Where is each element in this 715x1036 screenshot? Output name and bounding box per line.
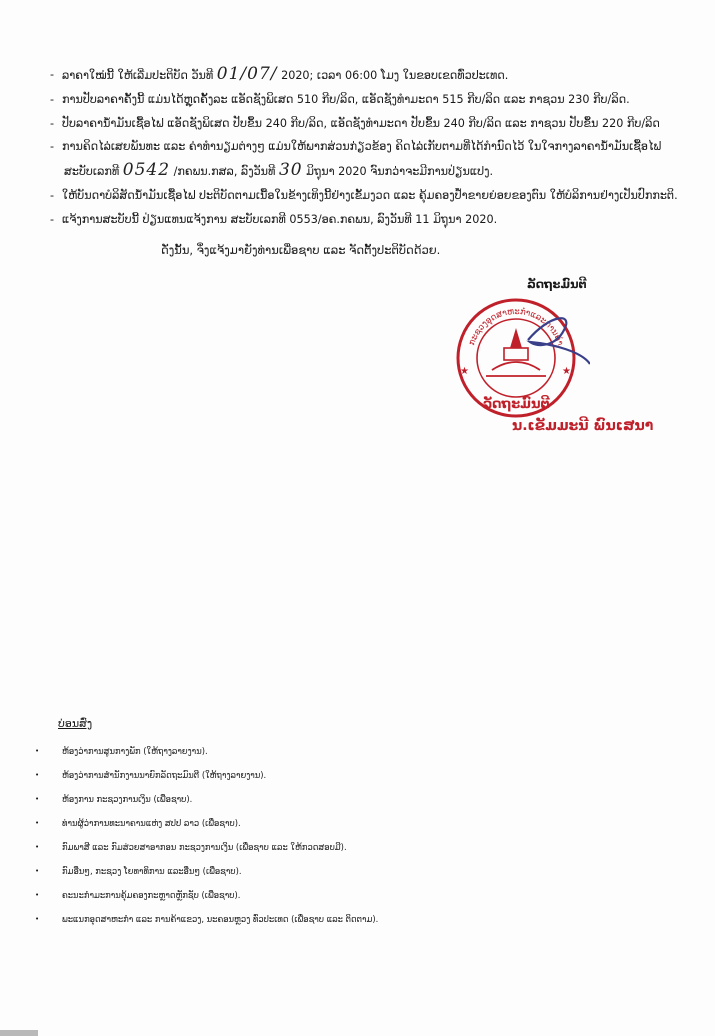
distribution-item: • ກົມພາສີ ແລະ ກົມສ່ວຍສາອາກອນ ກະຊວງການເງິນ (ເພື່ອຊາບ ແລະ ໃຫ້ກວດສອບມີ). — [35, 835, 378, 859]
bullet-price-decrease — [50, 88, 700, 112]
bullet-text: /ກຄພນ.ກສລ, ລົງວັນທີ — [173, 165, 276, 179]
official-seal — [442, 290, 590, 420]
closing-line: ດັ່ງນັ້ນ, ຈຶ່ງແຈ້ງມາຍັງທ່ານເພື່ອຊາບ ແລະ ຈັດຕັ້ງປະຕິບັດດ້ວຍ. — [161, 243, 441, 257]
signatory-title: ລັດຖະມົນຕີ — [527, 277, 587, 291]
handwritten-date: 01/07/ — [216, 64, 278, 84]
bullet-text: ການປັບລາຄາຄັ້ງນີ້ ແມ່ນໄດ້ຫຼຸດຄັ້ງລະ ແອັດຊັງພິເສດ 510 ກີບ/ລິດ, ແອັດຊັງທຳມະດາ 515 ກີບ/ລິດ ແລະ ກາຊວນ 230 ກີບ/ລິດ. — [62, 92, 630, 106]
seal-star-right: ★ — [562, 366, 571, 377]
distribution-item: • ພະແນກອຸດສາຫະກຳ ແລະ ການຄ້າແຂວງ, ນະຄອນຫຼວງ ທົ່ວປະເທດ (ເພື່ອຊາບ ແລະ ຕິດຕາມ). — [35, 907, 378, 931]
bullet-price-increase — [50, 112, 700, 136]
distribution-item: • ຫ້ອງວ່າການສູນກາງພັກ (ໃຫ້ຖາງລາຍງານ). — [35, 739, 378, 763]
bullet-text: 2020; ເວລາ 06:00 ໂມງ ໃນຂອບເຂດທົ່ວປະເທດ. — [281, 69, 509, 82]
bullet-text: ລາຄາໃໝ່ນີ້ ໃຫ້ເລີ່ມປະຕິບັດ ວັນທີ — [62, 69, 214, 82]
seal-star-left: ★ — [460, 366, 469, 377]
bullet-text: ໃຫ້ບັນດາບໍລິສັດນ້ຳມັນເຊື້ອໄຟ ປະຕິບັດຕາມເນື້ອໃນຂ້າງເທິງນີ້ຢ່າງເຂັ້ມງວດ ແລະ ຄຸ້ມຄອງປ້ຳຂາຍຍ່ອຍຂອງຕົນ ໃຫ້ບໍລິການຢ່າງເປັນປົກກະຕິ. — [62, 188, 678, 202]
scan-edge-artifact — [0, 1030, 38, 1036]
distribution-item: • ຫ້ອງການ ກະຊວງການເງິນ (ເພື່ອຊາບ). — [35, 787, 378, 811]
distribution-item: • ທ່ານຜູ້ວ່າການທະນາຄານແຫ່ງ ສປປ ລາວ (ເພື່ອຊາບ). — [35, 811, 378, 835]
distribution-item: • ຫ້ອງວ່າການສຳນັກງານນາຍົກລັດຖະມົນຕີ (ໃຫ້ຖາງລາຍງານ). — [35, 763, 378, 787]
bullet-replacement — [50, 208, 700, 232]
handwritten-number: 0542 — [122, 160, 171, 181]
seal-ministry-text: ກະຊວງອຸດສາຫະກຳແລະການຄ້າ — [467, 306, 565, 347]
signatory-name: ນ.ເຂັມມະນີ ພົນເສນາ — [512, 418, 654, 434]
bullet-effective-date — [50, 63, 700, 88]
bullet-text: ແຈ້ງການສະບັບນີ້ ປ່ຽນແທນແຈ້ງການ ສະບັບເລກທີ 0553/ອຄ.ກຄພນ, ລົງວັນທີ 11 ມິຖຸນາ 2020. — [62, 212, 498, 226]
bullet-text: ສະບັບເລກທີ — [64, 165, 120, 179]
distribution-list — [35, 739, 378, 931]
seal-bottom-text: ລັດຖະມົນຕີ — [482, 397, 550, 412]
bullet-fees — [50, 135, 700, 184]
bullet-compliance — [50, 184, 700, 208]
bullet-text: ມິຖຸນາ 2020 ຈົນກວ່າຈະມີການປ່ຽນແປງ. — [306, 165, 494, 179]
distribution-item: • ຄະນະກຳມະການຄຸ້ມຄອງກະຫຼາດຫຼັກຊັບ (ເພື່ອຊາບ). — [35, 883, 378, 907]
distribution-item: • ກົມອື່ນໆ, ກະຊວງ ໂຍທາທິການ ແລະອື່ນໆ (ເພື່ອຊາບ). — [35, 859, 378, 883]
bullet-text: ປັບລາຄານ້ຳມັນເຊື້ອໄຟ ແອັດຊັງພິເສດ ປັບຂຶ້ນ 240 ກີບ/ລິດ, ແອັດຊັງທຳມະດາ ປັບຂຶ້ນ 240 ກີບ/ລິດ ແລະ ກາຊວນ ປັບຂຶ້ນ 220 ກີບ/ລິດ — [62, 116, 660, 130]
handwritten-day: 30 — [278, 160, 303, 181]
stupa-emblem — [486, 328, 546, 376]
bullet-continuation — [62, 159, 700, 184]
bullet-text: ການຄິດໄລ່ເສຍພັນທະ ແລະ ຄ່າທຳນຽມຕ່າງໆ ແມ່ນໃຫ້ພາກສ່ວນກ່ຽວຂ້ອງ ຄິດໄລ່ເກັບຕາມທີ່ໄດ້ກຳນົດໄວ້ ໃນໃຈກາງລາຄານ້ຳມັນເຊື້ອໄຟ — [62, 140, 662, 154]
distribution-title: ບ່ອນສົ່ງ — [58, 717, 93, 730]
notice-bullet-list — [50, 63, 700, 232]
